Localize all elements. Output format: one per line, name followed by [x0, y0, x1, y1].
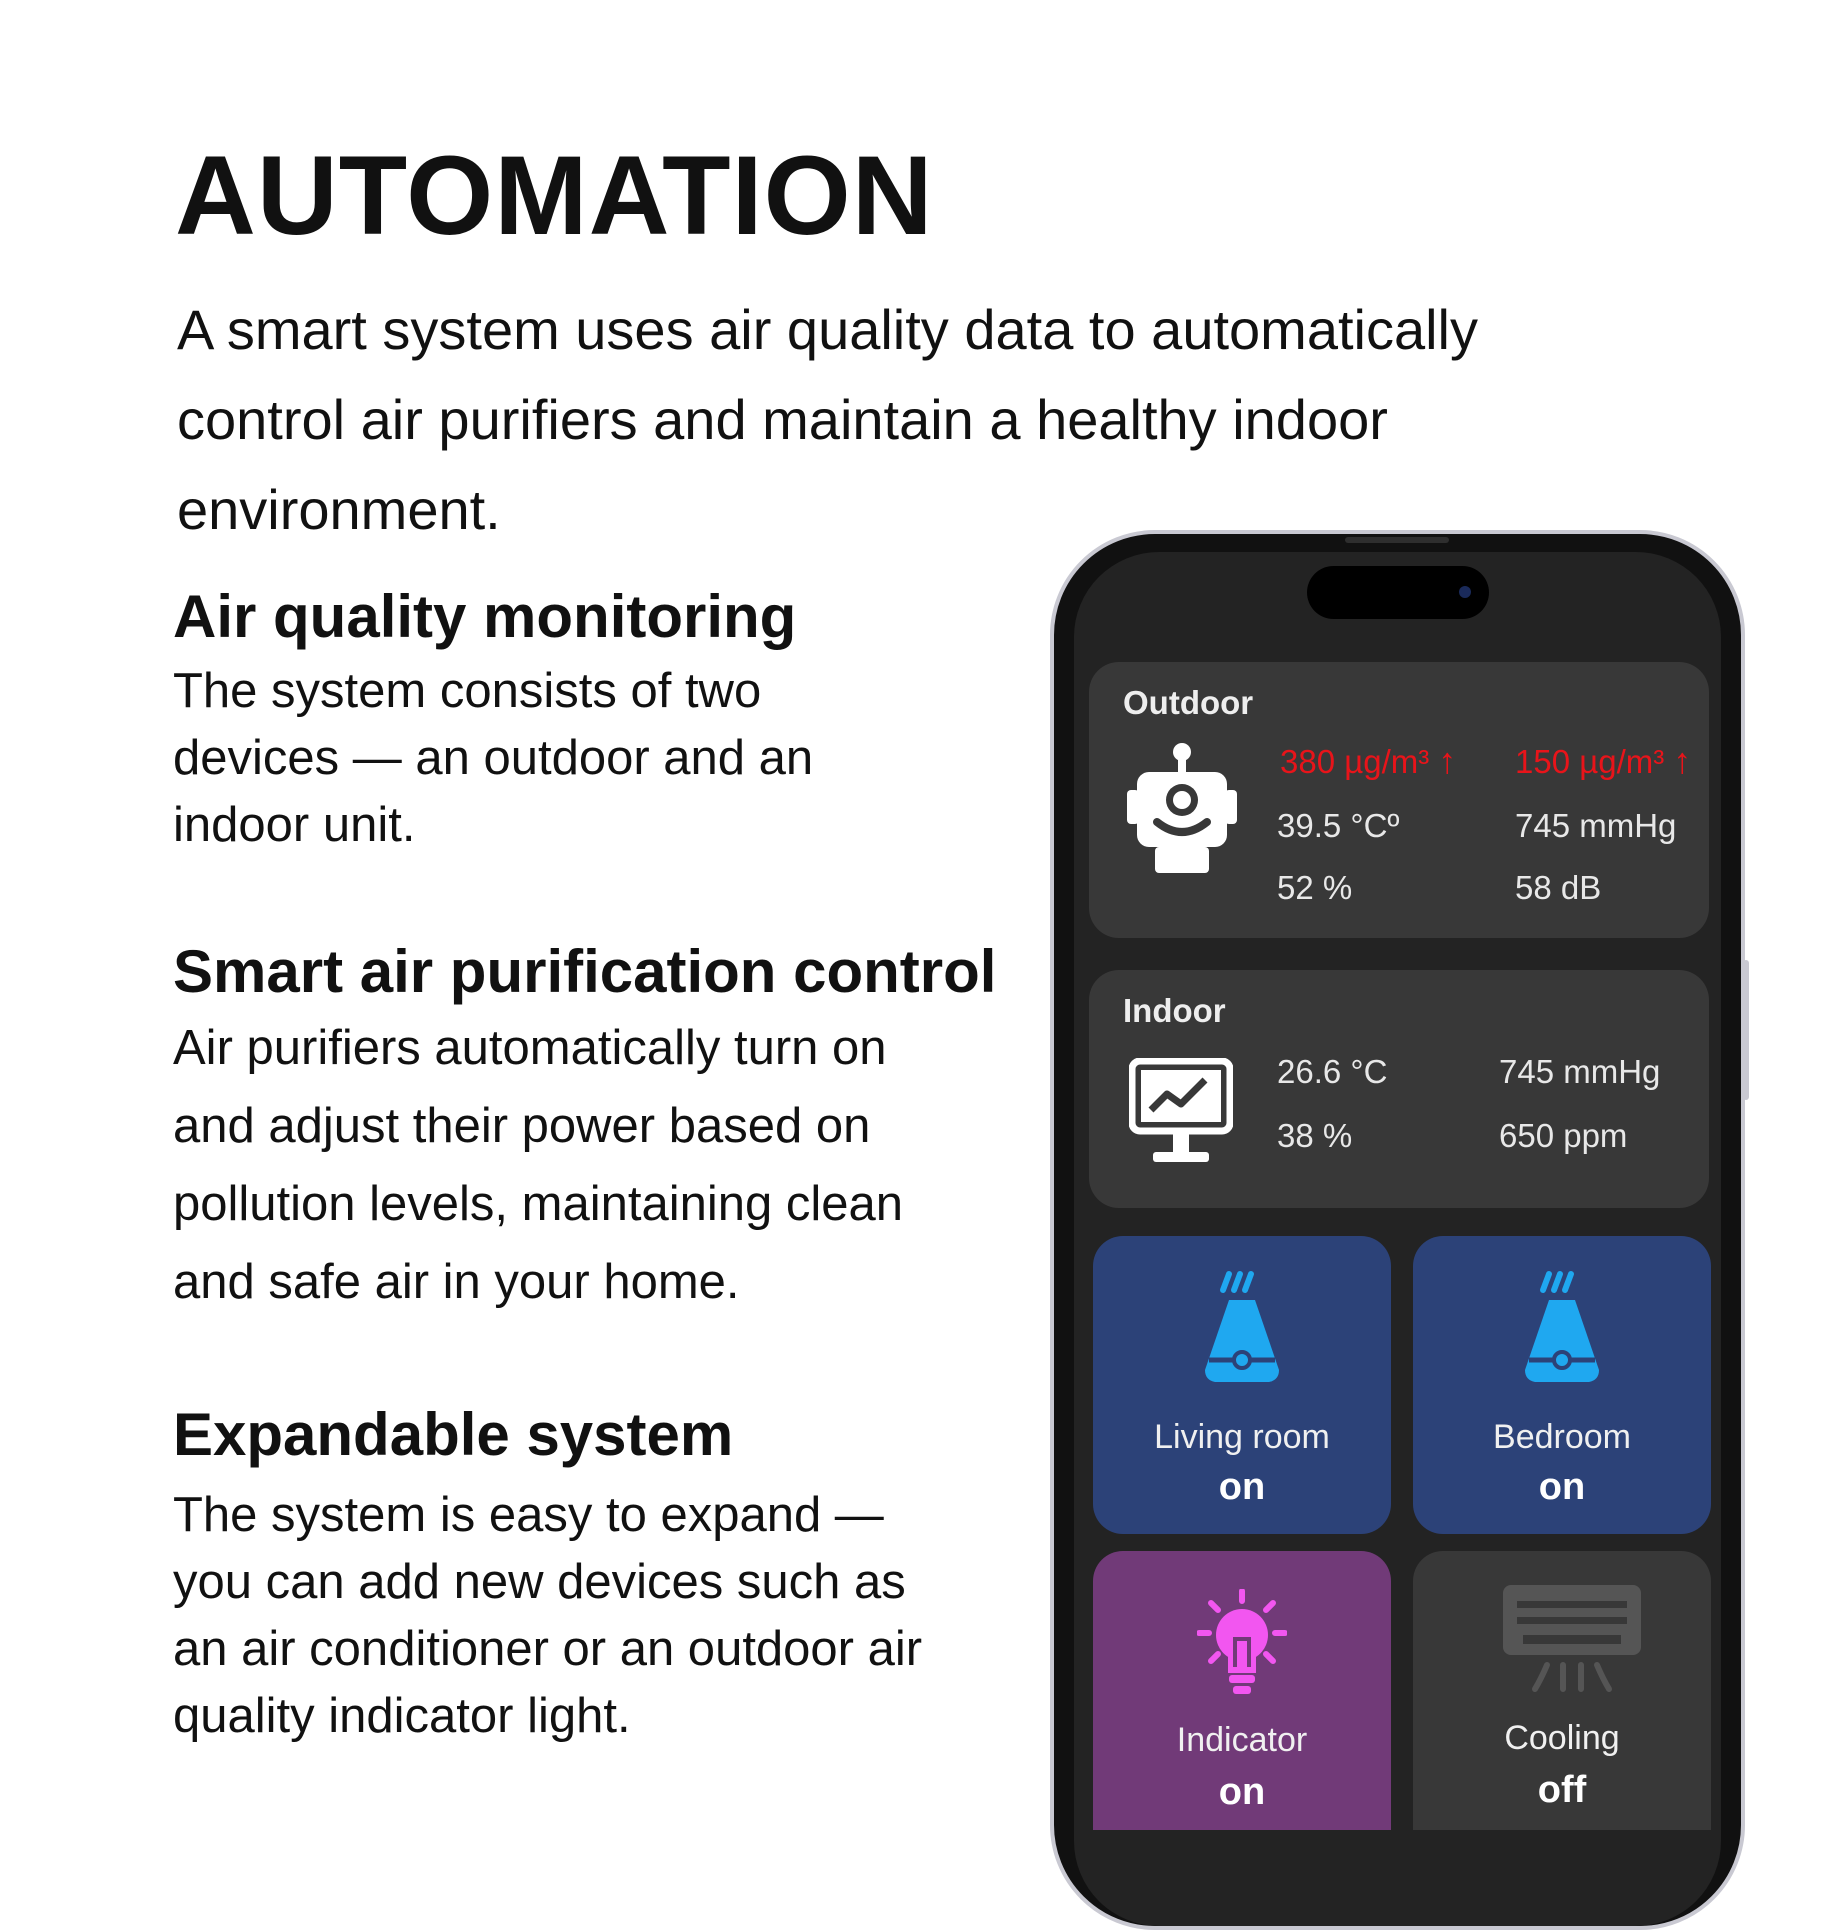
outdoor-pm-b: 150 µg/m³ ↑ [1515, 740, 1692, 781]
camera-icon [1459, 586, 1471, 598]
body-line: pollution levels, maintaining clean [173, 1177, 903, 1231]
body-line: indoor unit. [173, 798, 416, 852]
device-state: on [1538, 1466, 1586, 1508]
section-expandable-system [173, 1400, 1023, 1750]
outdoor-noise: 58 dB [1515, 869, 1602, 906]
outdoor-temperature: 39.5 °Cº [1277, 807, 1400, 844]
section-title: Smart air purification control [173, 938, 997, 1005]
device-tile-cooling[interactable] [1413, 1551, 1711, 1830]
section-body [173, 1482, 1023, 1750]
robot-sensor-icon [1127, 742, 1237, 882]
intro-line: A smart system uses air quality data to automatically [177, 298, 1478, 361]
outdoor-card-title: Outdoor [1123, 684, 1254, 721]
section-body [173, 1009, 1073, 1321]
indoor-humidity: 38 % [1277, 1117, 1353, 1154]
monitor-chart-icon [1129, 1058, 1233, 1166]
body-line: an air conditioner or an outdoor air [173, 1622, 923, 1676]
body-line: quality indicator light. [173, 1689, 631, 1743]
device-tile-living-room[interactable] [1093, 1236, 1391, 1534]
phone-side-button [1743, 960, 1749, 1100]
indoor-card[interactable] [1089, 970, 1709, 1208]
device-tile-bedroom[interactable] [1413, 1236, 1711, 1534]
body-line: The system consists of two [173, 664, 762, 718]
device-state: on [1218, 1771, 1266, 1813]
device-name: Indicator [1176, 1721, 1308, 1759]
section-smart-purification [173, 937, 1073, 1321]
body-line: Air purifiers automatically turn on [173, 1021, 887, 1075]
section-title: Air quality monitoring [173, 583, 797, 650]
device-name: Cooling [1504, 1719, 1620, 1757]
intro-line: control air purifiers and maintain a healthy indoor [177, 388, 1388, 451]
device-name: Living room [1154, 1418, 1330, 1456]
body-line: and adjust their power based on [173, 1099, 871, 1153]
intro-text [177, 285, 1597, 555]
phone-speaker [1345, 537, 1449, 543]
device-state: off [1537, 1769, 1587, 1811]
outdoor-humidity: 52 % [1277, 869, 1353, 906]
indoor-card-title: Indoor [1123, 992, 1226, 1029]
body-line: The system is easy to expand — [173, 1488, 884, 1542]
dynamic-island [1307, 566, 1489, 619]
section-body [173, 658, 1023, 859]
body-line: devices — an outdoor and an [173, 731, 814, 785]
device-name: Bedroom [1493, 1418, 1631, 1456]
device-tile-indicator[interactable] [1093, 1551, 1391, 1830]
humidifier-icon [1201, 1270, 1283, 1400]
indoor-co2: 650 ppm [1499, 1117, 1628, 1154]
device-state: on [1218, 1466, 1266, 1508]
indoor-temperature: 26.6 °C [1277, 1053, 1388, 1090]
outdoor-card[interactable] [1089, 662, 1709, 938]
page-title: AUTOMATION [175, 133, 934, 258]
intro-line: environment. [177, 478, 501, 541]
section-title: Expandable system [173, 1401, 734, 1468]
body-line: and safe air in your home. [173, 1255, 740, 1309]
arrow-up-icon: ↑ [1438, 740, 1457, 781]
outdoor-pressure: 745 mmHg [1515, 807, 1677, 844]
lightbulb-icon [1197, 1589, 1287, 1701]
outdoor-pm-a: 380 µg/m³ ↑ [1280, 740, 1457, 781]
body-line: you can add new devices such as [173, 1555, 906, 1609]
section-air-quality-monitoring [173, 582, 1023, 859]
arrow-up-icon: ↑ [1673, 740, 1692, 781]
indoor-pressure: 745 mmHg [1499, 1053, 1661, 1090]
air-conditioner-icon [1501, 1583, 1643, 1703]
humidifier-icon [1521, 1270, 1603, 1400]
